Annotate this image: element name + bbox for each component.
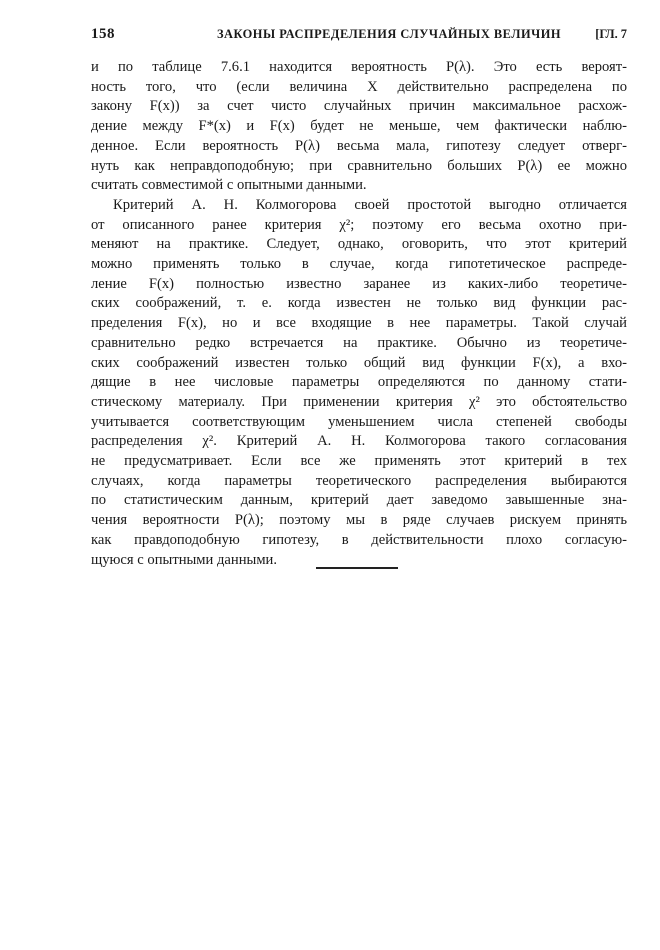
book-page (91, 26, 627, 570)
text-line: можно применять только в случае, когда гипотетическое распреде- (91, 256, 627, 273)
text-line: Критерий А. Н. Колмогорова своей простотой выгодно отличается (113, 196, 627, 213)
text-line: закону F(x)) за счет чисто случайных причин максимальное расхож- (91, 98, 627, 115)
text-line: стическому материалу. При применении критерия χ² это обстоятельство (91, 393, 627, 410)
paragraph-2 (91, 196, 627, 570)
text-line: считать совместимой с опытными данными. (91, 177, 367, 194)
text-line: нуть как неправдоподобную; при сравнительно больших P(λ) ее можно (91, 157, 627, 174)
page-header (91, 26, 627, 48)
text-line: ление F(x) полностью известно заранее из каких-либо теоретиче- (91, 275, 627, 292)
text-line: ских соображений, т. е. когда известен не только вид функции рас- (91, 295, 627, 312)
running-title: ЗАКОНЫ РАСПРЕДЕЛЕНИЯ СЛУЧАЙНЫХ ВЕЛИЧИН (217, 27, 561, 41)
text-line: не предусматривает. Если все же применять этот критерий в тех (91, 453, 627, 470)
text-line: как правдоподобную гипотезу, в действительности плохо согласую- (91, 531, 627, 548)
text-line: учитывается соответствующим уменьшением числа степеней свободы (91, 413, 627, 430)
text-line: дящие в нее числовые параметры определяются по данному стати- (91, 374, 627, 391)
text-line: и по таблице 7.6.1 находится вероятность P(λ). Это есть вероят- (91, 59, 627, 75)
text-line: пределения F(x), но и все входящие в нее параметры. Такой случай (91, 315, 627, 332)
body-text (91, 58, 627, 570)
text-line: меняют на практике. Следует, однако, оговорить, что этот критерий (91, 236, 627, 253)
text-line: ность того, что (если величина X действительно распределена по (91, 78, 627, 95)
text-line: щуюся с опытными данными. (91, 551, 278, 568)
text-line: по статистическим данным, критерий дает заведомо завышенные зна- (91, 492, 627, 509)
text-line: ских соображений известен только общий вид функции F(x), а вхо- (91, 354, 627, 371)
paragraph-1 (91, 58, 627, 196)
text-line: от описанного ранее критерия χ²; поэтому его весьма охотно при- (91, 216, 627, 233)
page-number: 158 (91, 26, 115, 42)
text-line: сравнительно редко встречается на практике. Обычно из теоретиче- (91, 334, 627, 351)
chapter-reference: [ГЛ. 7 (595, 27, 627, 41)
text-line: денное. Если вероятность P(λ) весьма мала, гипотезу следует отверг- (91, 137, 627, 154)
section-end-rule (316, 567, 398, 569)
text-line: распределения χ². Критерий А. Н. Колмогорова такого согласования (91, 433, 627, 450)
text-line: чения вероятности P(λ); поэтому мы в ряде случаев рискуем принять (91, 512, 627, 529)
text-line: случаях, когда параметры теоретического распределения выбираются (91, 472, 627, 489)
text-line: дение между F*(x) и F(x) будет не меньше, чем фактически наблю- (91, 118, 627, 135)
